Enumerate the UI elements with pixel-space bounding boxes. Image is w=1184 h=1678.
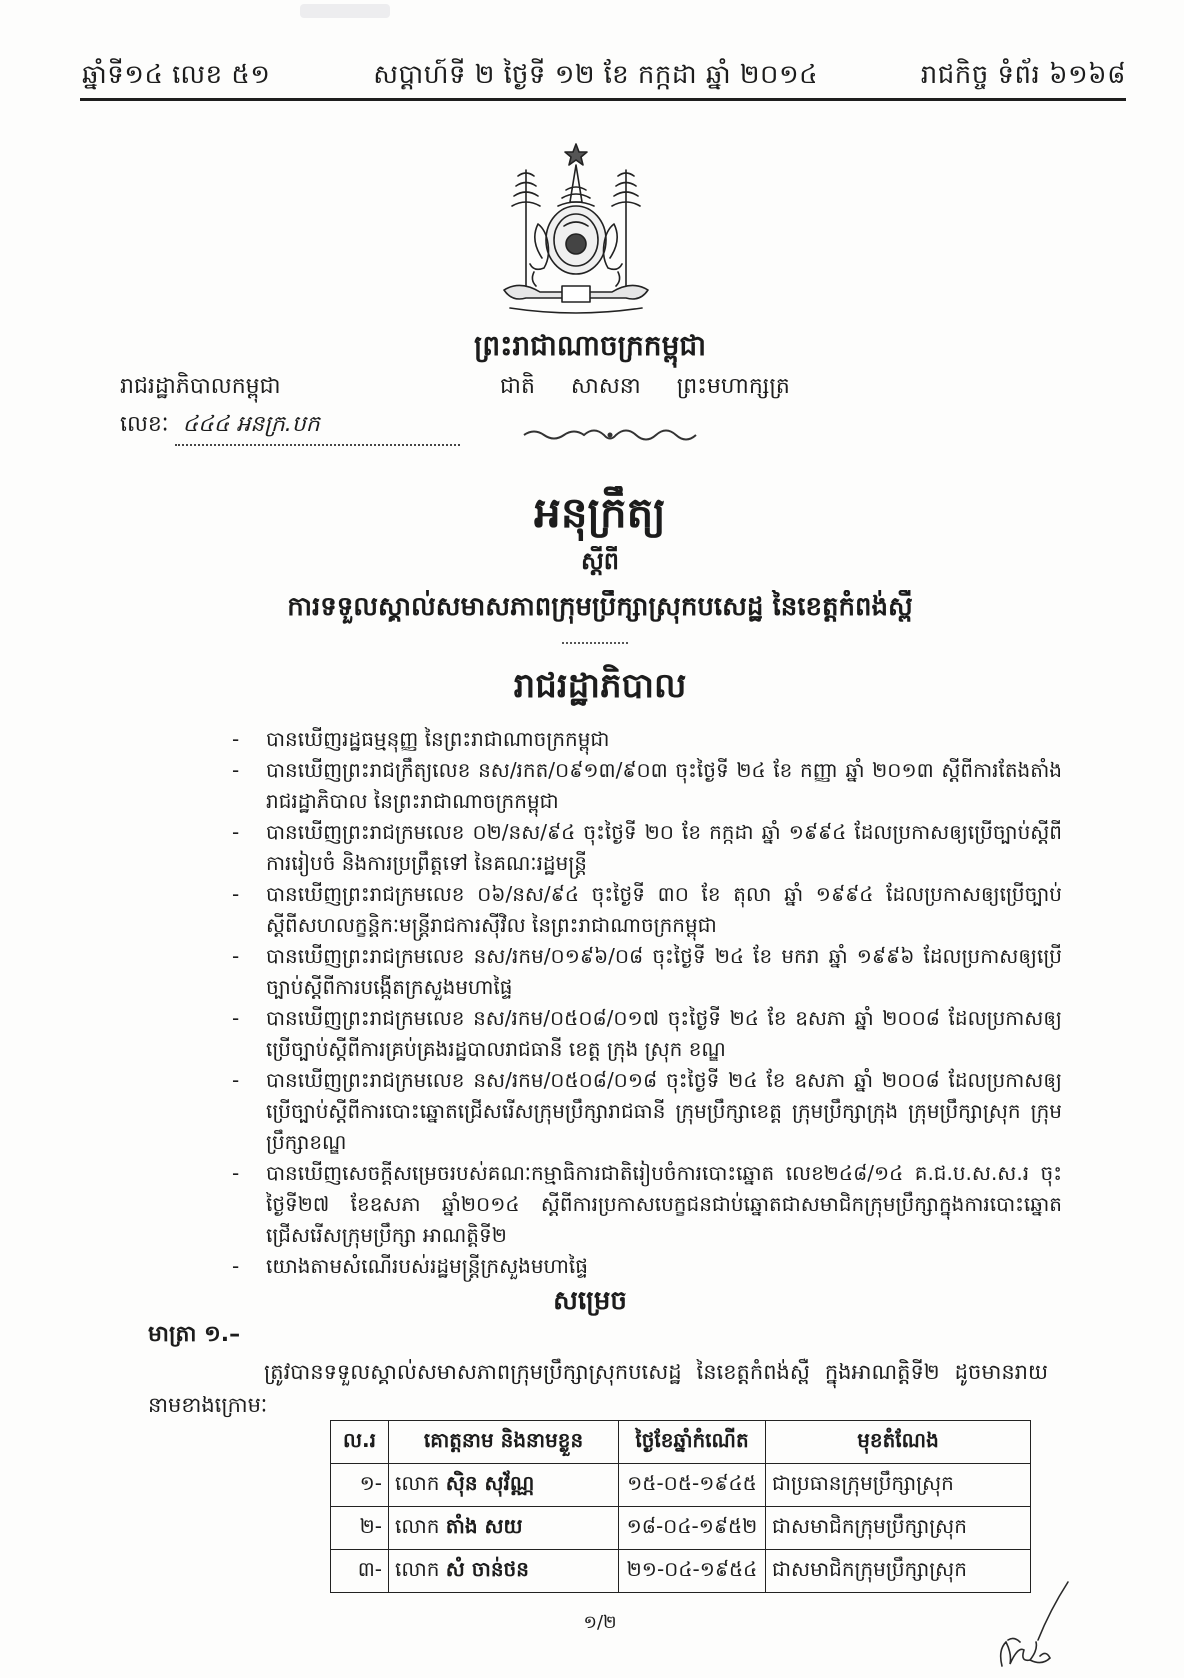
members-table (330, 1420, 1032, 1600)
row-number: ២- (331, 1507, 389, 1550)
row-number: ១- (331, 1464, 389, 1507)
list-item (232, 817, 1062, 879)
list-item (232, 1251, 1062, 1282)
member-position: ជាសមាជិកក្រុមប្រឹក្សាស្រុក (766, 1550, 1031, 1593)
member-position: ជាសមាជិកក្រុមប្រឹក្សាស្រុក (766, 1507, 1031, 1550)
table-header-row (331, 1421, 1031, 1464)
document-subject: ការទទួលស្គាល់សមាសភាពក្រុមប្រឹក្សាស្រុកបសេដ្ឋ នៃខេត្តកំពង់ស្ពឺ (287, 592, 913, 622)
motto-king: ព្រះមហាក្សត្រ (676, 374, 790, 399)
preamble-text: បានឃើញព្រះរាជក្រមលេខ នស/រកម/០៥០៨/០១៧ ចុះថ្ងៃទី ២៤ ខែ ឧសភា ឆ្នាំ ២០០៨ ដែលប្រកាសឲ្យប្រើច្បាប់ស្តីពីការគ្រប់គ្រងរដ្ឋបាលរាជធានី ខេត្ត ក្រុង ស្រុក ខណ្ឌ (266, 1006, 1062, 1061)
member-birthdate: ១៨-០៤-១៩៥២ (619, 1507, 766, 1550)
article-text: ត្រូវបានទទួលស្គាល់សមាសភាពក្រុមប្រឹក្សាស្រុកបសេដ្ឋ នៃខេត្តកំពង់ស្ពឺ ក្នុងអាណត្តិទី២ ដូចមានរាយនាមខាងក្រោមៈ (148, 1360, 1048, 1417)
header-name: គោត្តនាម និងនាមខ្លួន (389, 1421, 619, 1464)
member-birthdate: ២១-០៤-១៩៥៤ (619, 1550, 766, 1593)
list-item (232, 941, 1062, 1003)
bullet-dash: - (232, 1161, 240, 1185)
national-motto (500, 372, 860, 408)
header-birthdate: ថ្ងៃខែឆ្នាំកំណើត (619, 1421, 766, 1464)
gazette-header (82, 56, 1126, 96)
member-name-cell (389, 1464, 619, 1507)
preamble-text: បានឃើញព្រះរាជក្រឹត្យលេខ នស/រកត/០៩១៣/៩០៣ ចុះថ្ងៃទី ២៤ ខែ កញ្ញា ឆ្នាំ ២០១៣ ស្តីពីការតែងតាំងរាជរដ្ឋាភិបាល នៃព្រះរាជាណាចក្រកម្ពុជា (266, 758, 1062, 813)
reference-label: លេខៈ (120, 412, 169, 437)
kingdom-title: ព្រះរាជាណាចក្រកម្ពុជា (473, 329, 706, 362)
preamble-text: បានឃើញព្រះរាជក្រមលេខ ០៦/នស/៩៤ ចុះថ្ងៃទី ៣០ ខែ តុលា ឆ្នាំ ១៩៩៤ ដែលប្រកាសឲ្យប្រើច្បាប់ស្តីពីសហលក្ខន្តិកៈមន្ត្រីរាជការស៊ីវិល នៃព្រះរាជាណាចក្រកម្ពុជា (266, 882, 1062, 937)
preamble-text: បានឃើញព្រះរាជក្រមលេខ នស/រកម/០៥០៨/០១៨ ចុះថ្ងៃទី ២៤ ខែ ឧសភា ឆ្នាំ ២០០៨ ដែលប្រកាសឲ្យប្រើច្បាប់ស្តីពីការបោះឆ្នោតជ្រើសរើសក្រុមប្រឹក្សារាជធានី ក្រុមប្រឹក្សាខេត្ត ក្រុមប្រឹក្សាក្រុង ក្រុមប្រឹក្សាស្រុក ក្រុមប្រឹក្សាខណ្ឌ (266, 1068, 1062, 1154)
list-item (232, 1065, 1062, 1158)
document-type: អនុក្រឹត្យ (534, 488, 666, 537)
header-gazette-page: រាជកិច្ច ទំព័រ ៦១៦៨ (920, 60, 1126, 90)
member-name: តាំង សយ (445, 1514, 523, 1538)
coat-of-arms-icon (490, 140, 662, 316)
reference-number (120, 410, 460, 446)
bullet-dash: - (232, 1006, 240, 1030)
scan-smudge (300, 4, 390, 18)
concerning-label: ស្តីពី (580, 547, 620, 575)
bullet-dash: - (232, 727, 240, 751)
header-date: សប្តាហ៍ទី ២ ថ្ងៃទី ១២ ខែ កក្កដា ឆ្នាំ ២០១៤ (373, 60, 819, 90)
list-item (232, 724, 1062, 755)
bullet-dash: - (232, 758, 240, 782)
page-number: ១/២ (583, 1612, 617, 1633)
member-title: លោក (395, 1471, 440, 1495)
header-number: ល.រ (331, 1421, 389, 1464)
table-row (331, 1464, 1031, 1507)
member-title: លោក (395, 1514, 440, 1538)
decision-heading: សម្រេច (553, 1286, 627, 1316)
list-item (232, 879, 1062, 941)
member-name-cell (389, 1550, 619, 1593)
bullet-dash: - (232, 1068, 240, 1092)
article-label: មាត្រា ១.– (148, 1322, 241, 1347)
preamble-text: បានឃើញរដ្ឋធម្មនុញ្ញ នៃព្រះរាជាណាចក្រកម្ពុជា (266, 727, 610, 751)
motto-religion: សាសនា (570, 374, 641, 399)
issuer-name: រាជរដ្ឋាភិបាលកម្ពុជា (120, 374, 281, 399)
reference-value: ៤៤៤ អនក្រ.បក (175, 410, 460, 446)
preamble-text: យោងតាមសំណើរបស់រដ្ឋមន្ត្រីក្រសួងមហាផ្ទៃ (266, 1254, 588, 1278)
signature-icon (990, 1580, 1074, 1672)
list-item (232, 1158, 1062, 1251)
bullet-dash: - (232, 944, 240, 968)
member-birthdate: ១៥-០៥-១៩៤៥ (619, 1464, 766, 1507)
divider-flourish-icon (520, 426, 700, 444)
member-name-cell (389, 1507, 619, 1550)
header-rule (80, 98, 1126, 101)
preamble-text: បានឃើញព្រះរាជក្រមលេខ ០២/នស/៩៤ ចុះថ្ងៃទី ២០ ខែ កក្កដា ឆ្នាំ ១៩៩៤ ដែលប្រកាសឲ្យប្រើច្បាប់ស្តីពីការរៀបចំ និងការប្រព្រឹត្តទៅ នៃគណៈរដ្ឋមន្ត្រី (266, 820, 1062, 875)
row-number: ៣- (331, 1550, 389, 1593)
bullet-dash: - (232, 882, 240, 906)
bullet-dash: - (232, 1254, 240, 1278)
table-row (331, 1550, 1031, 1593)
table-row (331, 1507, 1031, 1550)
header-position: មុខតំណែង (766, 1421, 1031, 1464)
list-item (232, 755, 1062, 817)
list-item (232, 1003, 1062, 1065)
member-position: ជាប្រធានក្រុមប្រឹក្សាស្រុក (766, 1464, 1031, 1507)
preamble-list (232, 724, 1062, 1282)
header-issue: ឆ្នាំទី១៤ លេខ ៥១ (82, 60, 271, 90)
subject-separator (562, 642, 628, 644)
member-name: សំ ចាន់ថន (445, 1557, 529, 1581)
bullet-dash: - (232, 820, 240, 844)
member-title: លោក (395, 1557, 440, 1581)
motto-nation: ជាតិ (500, 374, 535, 399)
preamble-text: បានឃើញព្រះរាជក្រមលេខ នស/រកម/០១៩៦/០៨ ចុះថ្ងៃទី ២៤ ខែ មករា ឆ្នាំ ១៩៩៦ ដែលប្រកាសឲ្យប្រើច្បាប់ស្តីពីការបង្កើតក្រសួងមហាផ្ទៃ (266, 944, 1062, 999)
authority-heading: រាជរដ្ឋាភិបាល (513, 666, 687, 706)
member-name: ស៊ិន សុវ័ណ្ណ (445, 1471, 535, 1495)
preamble-text: បានឃើញសេចក្តីសម្រេចរបស់គណៈកម្មាធិការជាតិរៀបចំការបោះឆ្នោត លេខ២៤៨/១៤ គ.ជ.ប.ស.ស.រ ចុះថ្ងៃទី២៧ ខែឧសភា ឆ្នាំ២០១៤ ស្តីពីការប្រកាសបេក្ខជនជាប់ឆ្នោតជាសមាជិកក្រុមប្រឹក្សាក្នុងការបោះឆ្នោតជ្រើសរើសក្រុមប្រឹក្សា អាណត្តិទី២ (266, 1161, 1062, 1247)
